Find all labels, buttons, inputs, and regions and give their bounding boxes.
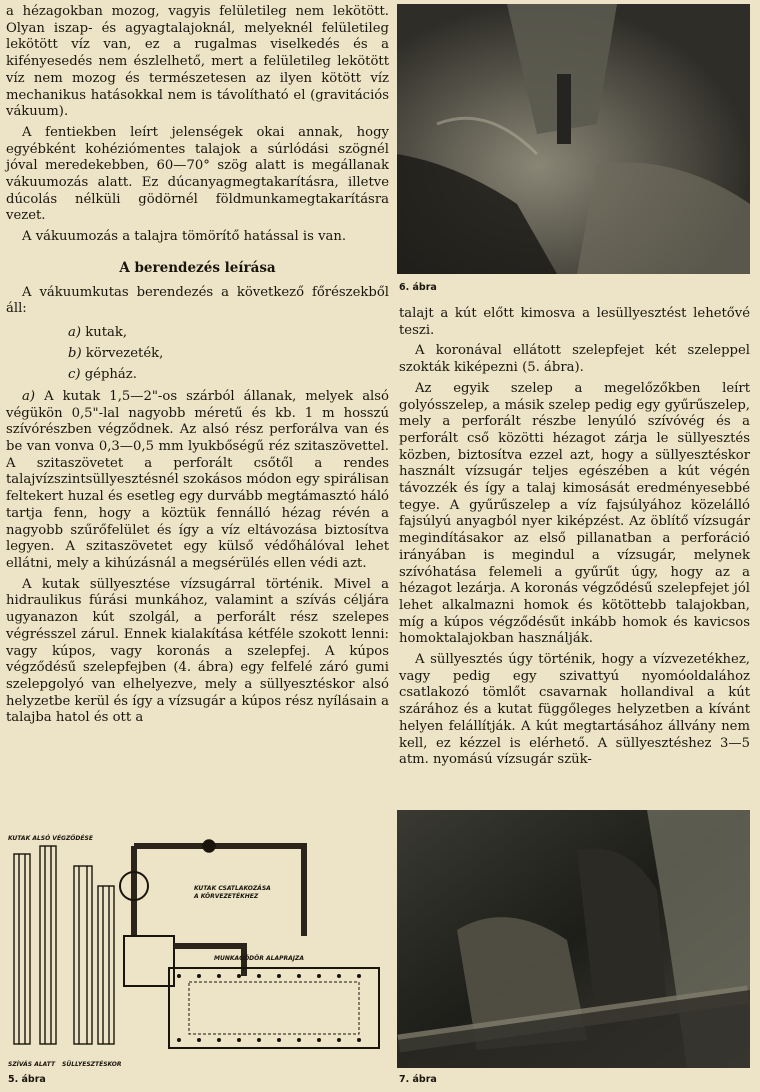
parts-list — [6, 322, 389, 385]
figure-5-diagram — [4, 826, 390, 1070]
figure-7-caption: 7. ábra — [399, 1074, 437, 1085]
section-heading: A berendezés leírása — [119, 259, 276, 276]
label-kutak-csatlakozasa: KUTAK CSATLAKOZÁSA — [194, 885, 271, 892]
label-sullyeszteskor: SÜLLYESZTÉSKOR — [62, 1061, 122, 1068]
paragraph: A kutak süllyesztése vízsugárral történik. Mivel a hidraulikus fúrási munkához, valamint a szívás céljára ugyanazon kút szolgál, a perforált rész szelepes végrésszel zárul. Ennek kialakítása kétféle szokott lenni: vagy kúpos, vagy koronás a szelepfej. A kúpos végződésű szelepfejben (4. ábra) egy felfelé záró gumi szelepgolyó van elhelyezve, mely a süllyesztéskor alsó helyzetbe kerül és így a vízsugár a kúpos rész nyílásain a talajba hatol és ott a — [6, 576, 389, 726]
paragraph: A vákuumkutas berendezés a következő főrészekből áll: — [6, 284, 389, 317]
figure-7-image — [397, 810, 750, 1068]
list-item — [6, 343, 389, 364]
figure-6-caption: 6. ábra — [399, 282, 437, 293]
well-section-left — [14, 854, 30, 1044]
figure-5-caption: 5. ábra — [8, 1074, 46, 1085]
list-text: körvezeték, — [85, 345, 164, 361]
well-section-center — [40, 846, 56, 1044]
list-marker: a) — [68, 324, 82, 340]
paragraph-text: A kutak 1,5—2"-os szárból állanak, melyek alsó végükön 0,5"-lal nagyobb méretű és kb. 1 m hosszú szívórészben végződnek. Az alsó rész perforálva van és be van vonva 0,3—0,5 mm lyukbőségű réz szitaszövettel. A szitaszövetet a perforált csőtől a rendes talajvízszintsüllyesztésnél szokásos módon egy spirálisan feltekert huzal és esetleg egy durvább megtámasztó háló tartja fenn, hogy a köztük fennálló hézag révén a nagyobb szűrőfelület és így a víz eltávozása biztosítva legyen. A szitaszövetet egy külső védőhálóval lehet ellátni, mely a kihúzásnál a megsérülés ellen védi azt. — [6, 388, 389, 571]
list-text: kutak, — [85, 324, 128, 340]
label-szivas-alatt: SZÍVÁS ALATT — [8, 1061, 56, 1068]
list-item — [6, 364, 389, 385]
paragraph: A vákuumozás a talajra tömörítő hatással is van. — [22, 229, 347, 245]
list-marker: c) — [68, 366, 81, 382]
paragraph: A fentiekben leírt jelenségek okai annak, hogy egyébként kohéziómentes talajok a súrlódási szögnél jóval meredekebben, 60—70° szög alatt is megállanak vákuumozás alatt. Ez dúcanyagmegtakarításra, illetve dúcolás nélküli gödörnél földmunkamegtakarításra vezet. — [6, 124, 389, 224]
left-text-column — [6, 4, 389, 727]
figure-6-photo — [397, 4, 750, 274]
right-text-column — [399, 306, 750, 769]
well-section-right — [74, 866, 92, 1044]
paragraph: talajt a kút előtt kimosva a lesüllyesztést lehetővé teszi. — [399, 306, 750, 338]
list-marker: b) — [68, 345, 82, 361]
paragraph: A süllyesztés úgy történik, hogy a vízvezetékhez, vagy pedig egy szivattyú nyomóoldalához csatlakozó tömlőt csavarnak hollandival a kút szárához és a kutat függőleges helyzetben a kívánt helyen felállítják. A kút megtartásához állvány nem kell, ez kézzel is elérhető. A süllyesztéshez 3—5 atm. nyomású vízsugár szük- — [399, 652, 750, 768]
paragraph: A koronával ellátott szelepfejet két szeleppel szokták kiképezni (5. ábra). — [399, 343, 750, 376]
figure-6-image — [397, 4, 750, 274]
label-a-korvezetekhez: A KÖRVEZETÉKHEZ — [194, 893, 259, 900]
paragraph-marker: a) — [22, 388, 36, 404]
list-item — [6, 322, 389, 343]
paragraph: a hézagokban mozog, vagyis felületileg nem lekötött. Olyan iszap- és agyagtalajoknál, melyeknél felületileg lekötött víz van, ez a rugalmas viselkedés és a kifényesedés nem észlelhető, mert a felületileg lekötött víz nem mozog és természetesen az ilyen kötött víz mechanikus hatásokkal nem is távolítható el (gravitációs vákuum). — [6, 4, 389, 120]
paragraph: Az egyik szelep a megelőzőkben leírt golyósszelep, a másik szelep pedig egy gyűrűszelep, mely a perforált részbe lenyúló szívóvég és a perforált cső közötti hézagot zárja le süllyesztés közben, biztosítva ezzel azt, hogy a süllyesztéskor használt vízsugár teljes egészében a kút végén távozzék és így a talaj kimosását eredményesebbé tegye. A gyűrűszelep a víz fajsúlyához közelálló fajsúlyú anyagból nyer kiképzést. Az öblítő vízsugár megindításakor az első pillanatban a perforáció irányában is megindul a vízsugár, melynek szívóhatása felemeli a gyűrűt úgy, hogy az a hézagot lezárja. A koronás végződésű szelepfejet jól lehet alkalmazni homok és kötöttebb talajokban, míg a kúpos végződésűt inkább homok és kavicsos homoktalajokban használják. — [399, 380, 750, 647]
label-munkagodor: MUNKAGÖDÖR ALAPRAJZA — [214, 955, 304, 962]
figure-7-photo — [397, 810, 750, 1068]
label-kutak-also-vegzodese: KUTAK ALSÓ VÉGZŐDÉSE — [8, 835, 93, 842]
list-text: gépház. — [84, 366, 137, 382]
paragraph — [6, 389, 389, 573]
